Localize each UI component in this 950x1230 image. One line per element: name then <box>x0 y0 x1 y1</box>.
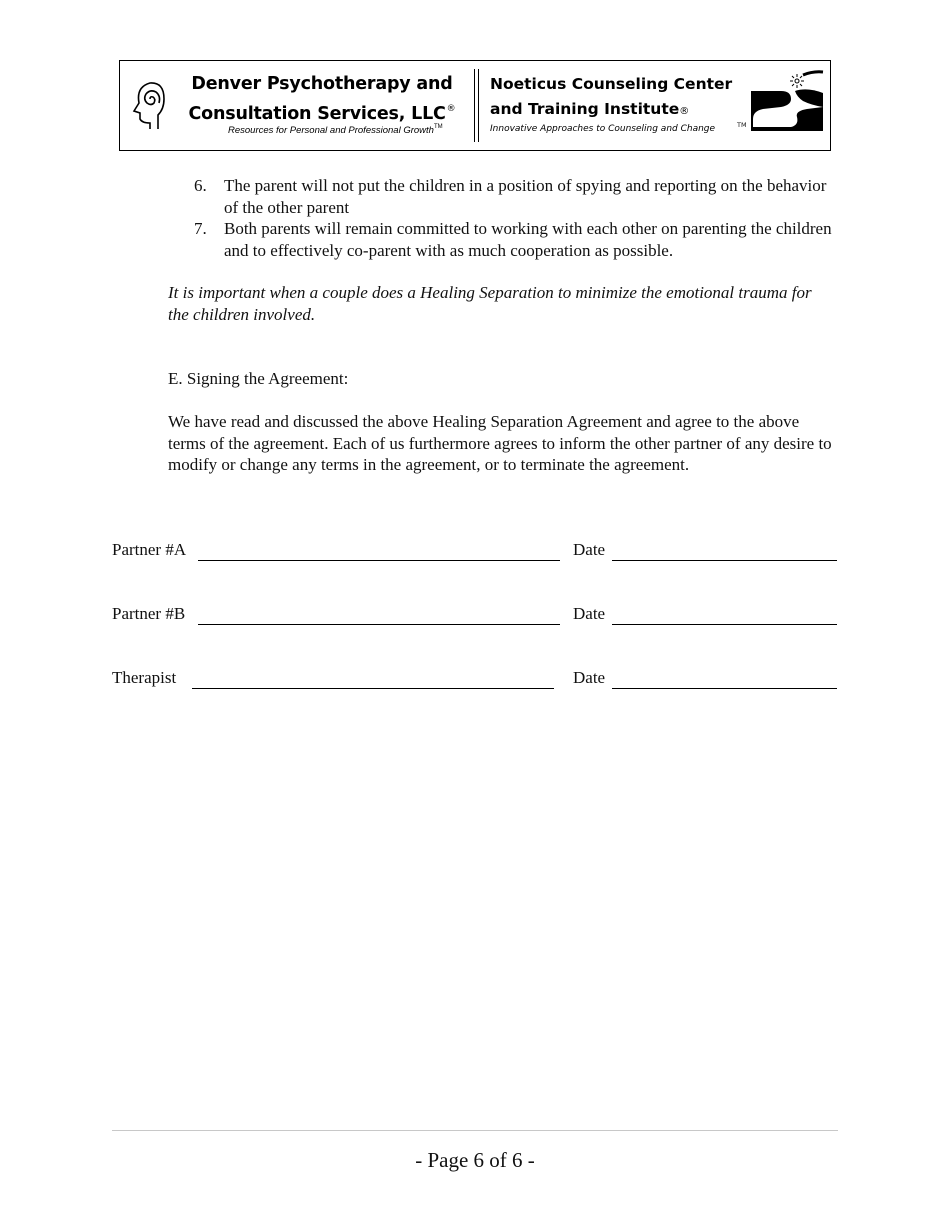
parenting-terms-list <box>194 175 834 261</box>
signature-label: Partner #B <box>112 604 186 623</box>
trademark-mark: TM <box>737 121 747 129</box>
registered-mark: ® <box>446 104 456 114</box>
trademark-mark: TM <box>433 124 443 130</box>
date-line[interactable] <box>612 540 837 561</box>
registered-mark: ® <box>679 106 690 117</box>
signature-row-partner-a <box>112 540 837 564</box>
date-label: Date <box>573 668 606 687</box>
page-number: - Page 6 of 6 - <box>415 1148 535 1172</box>
noeticus-path-logo-icon <box>751 69 825 131</box>
signature-row-partner-b <box>112 604 837 628</box>
agreement-paragraph: We have read and discussed the above Healing Separation Agreement and agree to the above terms of the agreement. Each of us furthermore agrees to inform the other partner of any desire to modify or change any terms in the agreement, or to terminate the agreement. <box>168 412 832 474</box>
date-line[interactable] <box>612 668 837 689</box>
list-number: 7. <box>194 219 207 238</box>
signature-label: Partner #A <box>112 540 187 559</box>
list-number: 6. <box>194 176 207 195</box>
right-org-name: Noeticus Counseling Center and Training Institute® <box>490 75 733 118</box>
signature-line[interactable] <box>198 604 560 625</box>
signature-label: Therapist <box>112 668 177 687</box>
list-text: Both parents will remain committed to working with each other on parenting the children and to effectively co-parent with as much cooperation as possible. <box>224 219 832 260</box>
left-org-name: Denver Psychotherapy and Consultation Services, LLC® <box>188 74 456 124</box>
letterhead <box>119 60 831 151</box>
list-text: The parent will not put the children in a position of spying and reporting on the behavior of the other parent <box>224 176 827 217</box>
footer-divider <box>112 1130 838 1131</box>
head-spiral-logo-icon <box>130 79 166 131</box>
list-item <box>194 218 834 261</box>
date-label: Date <box>573 540 606 559</box>
date-line[interactable] <box>612 604 837 625</box>
list-item <box>194 175 834 218</box>
signature-line[interactable] <box>198 540 560 561</box>
signature-row-therapist <box>112 668 837 692</box>
left-tagline: Resources for Personal and Professional Growth™ <box>228 124 443 136</box>
right-tagline: Innovative Approaches to Counseling and Change <box>490 124 716 134</box>
signature-line[interactable] <box>192 668 554 689</box>
section-heading: E. Signing the Agreement: <box>168 369 349 388</box>
italic-note: It is important when a couple does a Healing Separation to minimize the emotional trauma for the children involved. <box>168 283 812 324</box>
sun-icon <box>790 74 804 88</box>
header-divider <box>474 69 479 142</box>
date-label: Date <box>573 604 606 623</box>
